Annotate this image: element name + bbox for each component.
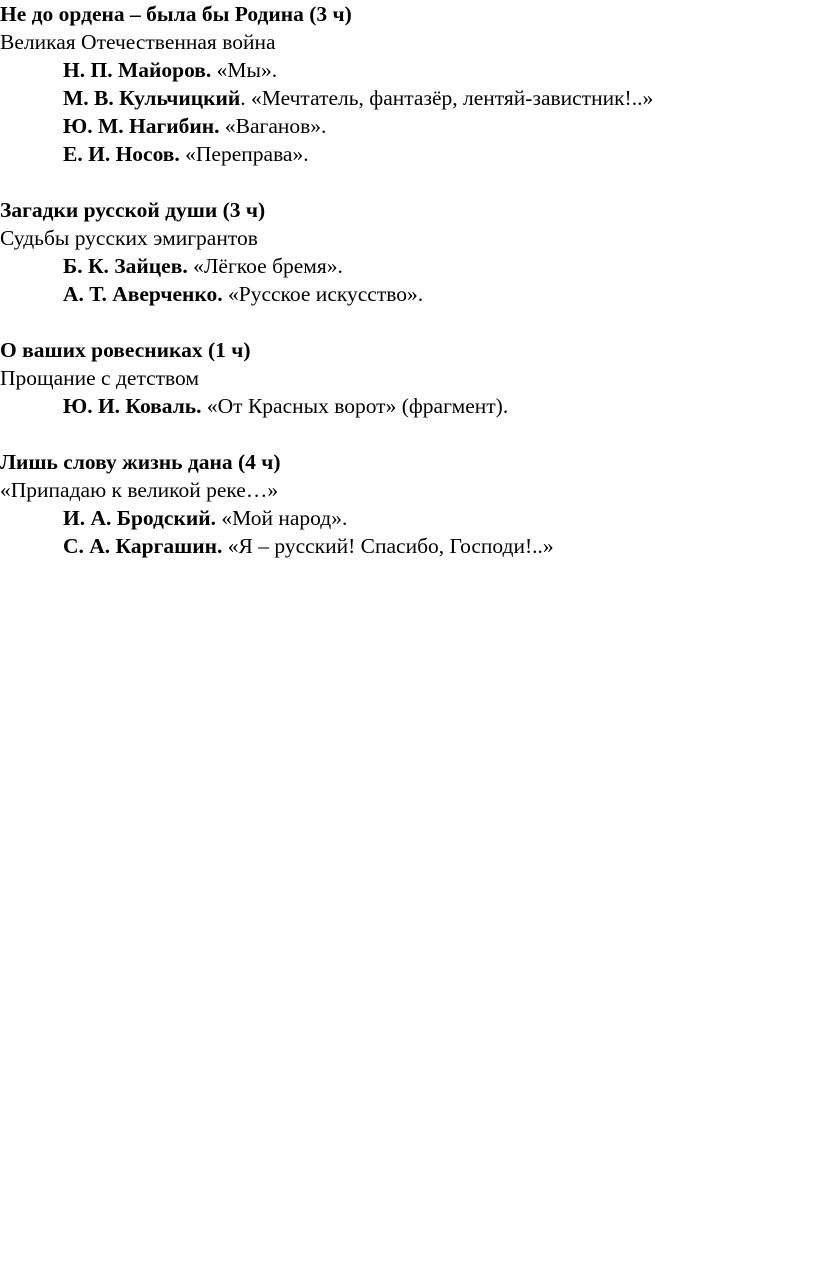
list-item bbox=[63, 112, 800, 140]
work-title: «Мы». bbox=[211, 58, 278, 82]
section-subtitle: Прощание с детством bbox=[0, 366, 200, 390]
work-title: «Мой народ». bbox=[216, 506, 348, 530]
list-item bbox=[63, 532, 800, 560]
author-name: С. А. Каргашин. bbox=[63, 534, 223, 558]
work-title: «Ваганов». bbox=[219, 114, 327, 138]
author-name: М. В. Кульчицкий bbox=[63, 86, 241, 110]
list-item bbox=[63, 392, 800, 420]
list-item bbox=[63, 140, 800, 168]
author-name: А. Т. Аверченко. bbox=[63, 282, 223, 306]
section-subtitle: Судьбы русских эмигрантов bbox=[0, 226, 258, 250]
section-1 bbox=[0, 0, 800, 168]
section-subtitle: «Припадаю к великой реке…» bbox=[0, 478, 279, 502]
section-heading: Загадки русской души (3 ч) bbox=[0, 198, 266, 222]
work-title: «Я – русский! Спасибо, Господи!..» bbox=[222, 534, 554, 558]
work-title: «Лёгкое бремя». bbox=[187, 254, 343, 278]
list-item bbox=[63, 252, 800, 280]
author-name: И. А. Бродский. bbox=[63, 506, 217, 530]
author-name: Б. К. Зайцев. bbox=[63, 254, 188, 278]
author-name: Ю. И. Коваль. bbox=[63, 394, 202, 418]
section-subtitle: Великая Отечественная война bbox=[0, 30, 276, 54]
section-heading: Не до ордена – была бы Родина (3 ч) bbox=[0, 2, 352, 26]
document-content bbox=[0, 0, 800, 588]
list-item bbox=[63, 84, 800, 112]
author-name: Е. И. Носов. bbox=[63, 142, 180, 166]
work-title: «Переправа». bbox=[179, 142, 309, 166]
work-title: . «Мечтатель, фантазёр, лентяй-завистник!..» bbox=[240, 86, 654, 110]
work-title: «От Красных ворот» (фрагмент). bbox=[201, 394, 509, 418]
section-heading: О ваших ровесниках (1 ч) bbox=[0, 338, 251, 362]
author-name: Н. П. Майоров. bbox=[63, 58, 212, 82]
work-title: «Русское искусство». bbox=[222, 282, 424, 306]
author-name: Ю. М. Нагибин. bbox=[63, 114, 220, 138]
section-2 bbox=[0, 196, 800, 308]
list-item bbox=[63, 280, 800, 308]
section-3 bbox=[0, 336, 800, 420]
section-heading: Лишь слову жизнь дана (4 ч) bbox=[0, 450, 281, 474]
section-4 bbox=[0, 448, 800, 560]
list-item bbox=[63, 504, 800, 532]
list-item bbox=[63, 56, 800, 84]
